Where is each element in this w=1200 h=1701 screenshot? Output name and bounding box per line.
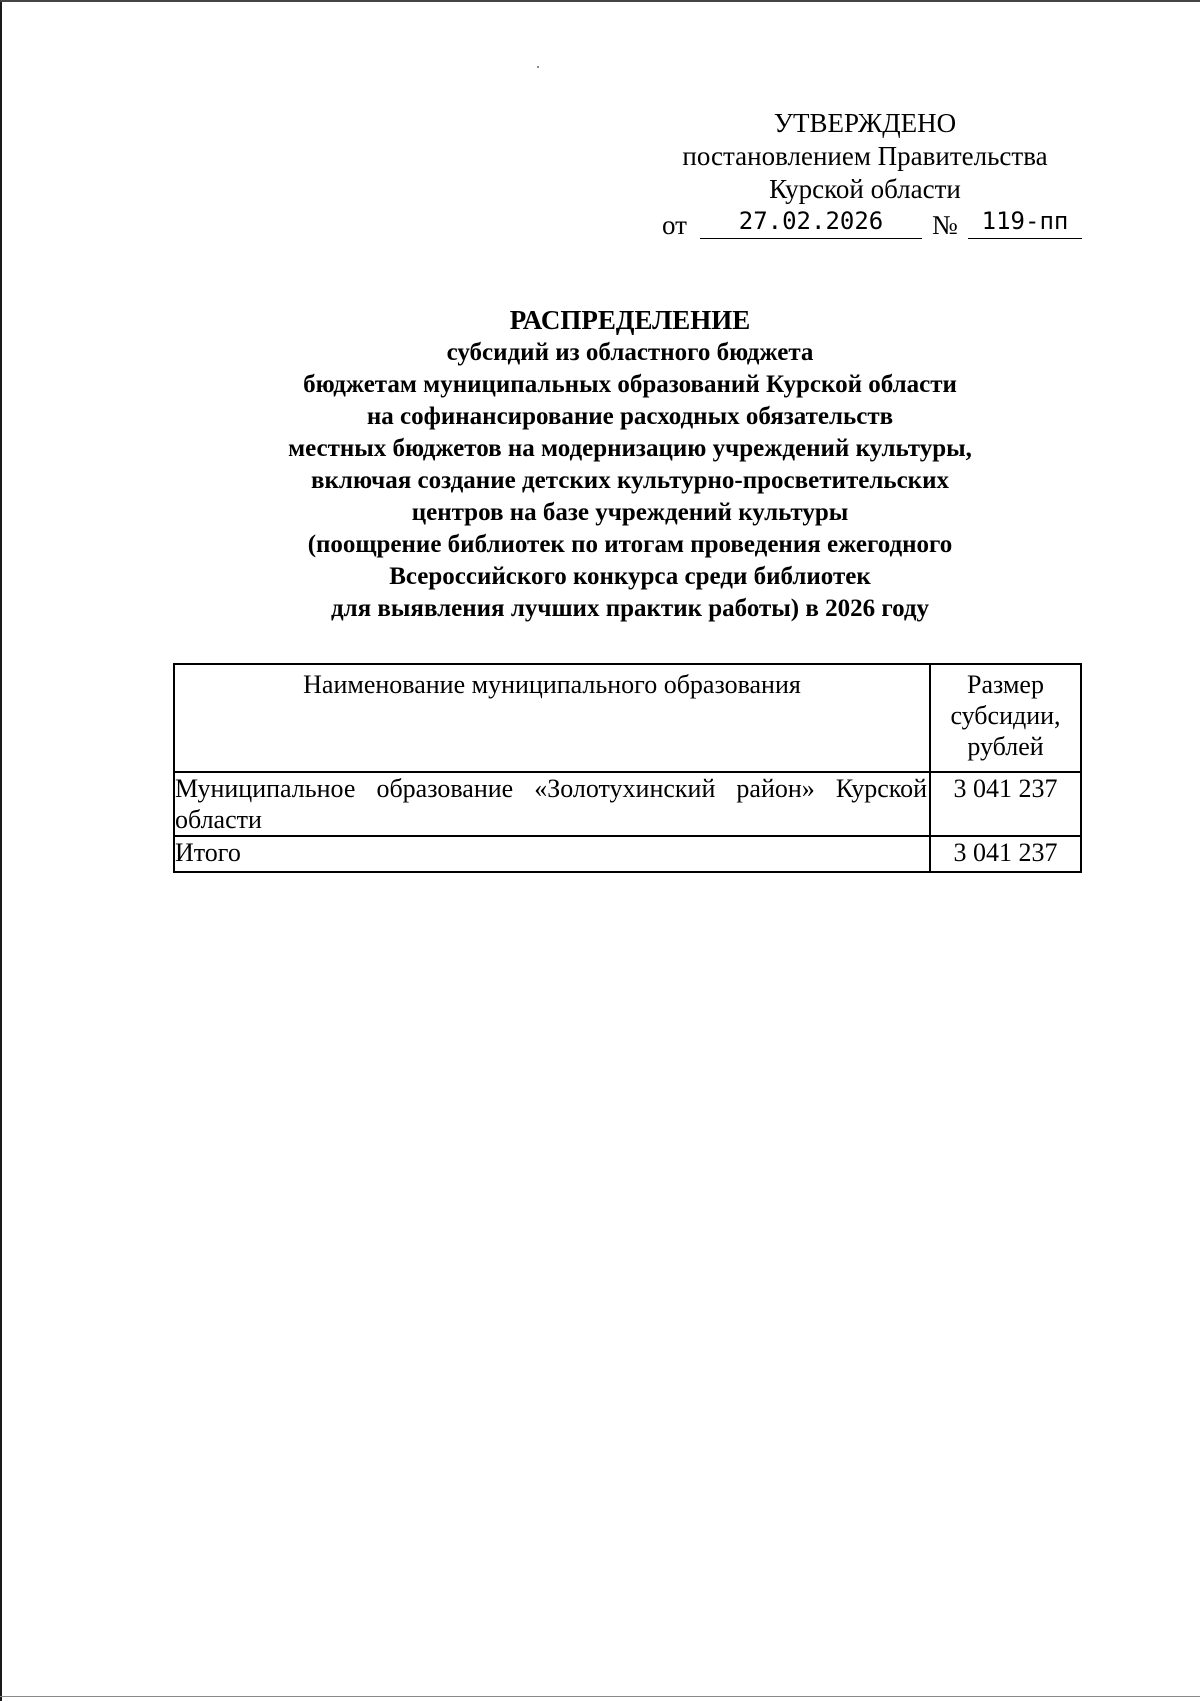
approval-line-2: Курской области <box>769 174 961 204</box>
approval-stamp-block <box>640 107 1090 206</box>
document-title-block <box>160 303 1100 625</box>
table-row <box>174 772 1081 836</box>
subtitle-line: местных бюджетов на модернизацию учреждений культуры, <box>288 435 972 462</box>
subtitle-line: субсидий из областного бюджета <box>446 339 814 366</box>
subtitle-line: включая создание детских культурно-просветительских <box>311 467 949 494</box>
date-label: от <box>662 210 687 240</box>
municipality-name-cell: Муниципальное образование «Золотухинский район» Курской области <box>174 772 930 836</box>
subsidy-distribution-table <box>173 663 1082 873</box>
subsidy-amount-cell: 3 041 237 <box>930 772 1081 836</box>
subtitle-line: на софинансирование расходных обязательств <box>366 403 894 430</box>
subtitle-line: центров на базе учреждений культуры <box>411 499 849 526</box>
approval-date-line <box>662 207 1082 244</box>
number-label: № <box>932 210 958 240</box>
subtitle-line: бюджетам муниципальных образований Курской области <box>303 371 957 398</box>
scan-edge-top <box>0 0 1200 2</box>
header-municipality-name: Наименование муниципального образования <box>174 664 930 772</box>
subtitle-line: (поощрение библиотек по итогам проведения ежегодного <box>307 531 953 558</box>
header-subsidy-amount: Размер субсидии, рублей <box>930 664 1081 772</box>
total-amount-cell: 3 041 237 <box>930 836 1081 872</box>
total-label-cell: Итого <box>174 836 930 872</box>
subtitle-line: Всероссийского конкурса среди библиотек <box>389 563 871 590</box>
subtitle-line: для выявления лучших практик работы) в 2026 году <box>330 595 930 622</box>
table-header-row <box>174 664 1081 772</box>
approval-heading: УТВЕРЖДЕНО <box>773 108 957 138</box>
number-value: 119-пп <box>968 206 1082 239</box>
scan-edge-left <box>0 0 2 1701</box>
date-value: 27.02.2026 <box>700 206 922 239</box>
scan-edge-bottom <box>0 1696 1200 1697</box>
document-title: РАСПРЕДЕЛЕНИЕ <box>509 305 751 335</box>
scan-speck <box>537 66 539 68</box>
approval-line-1: постановлением Правительства <box>682 141 1048 171</box>
table-total-row <box>174 836 1081 872</box>
